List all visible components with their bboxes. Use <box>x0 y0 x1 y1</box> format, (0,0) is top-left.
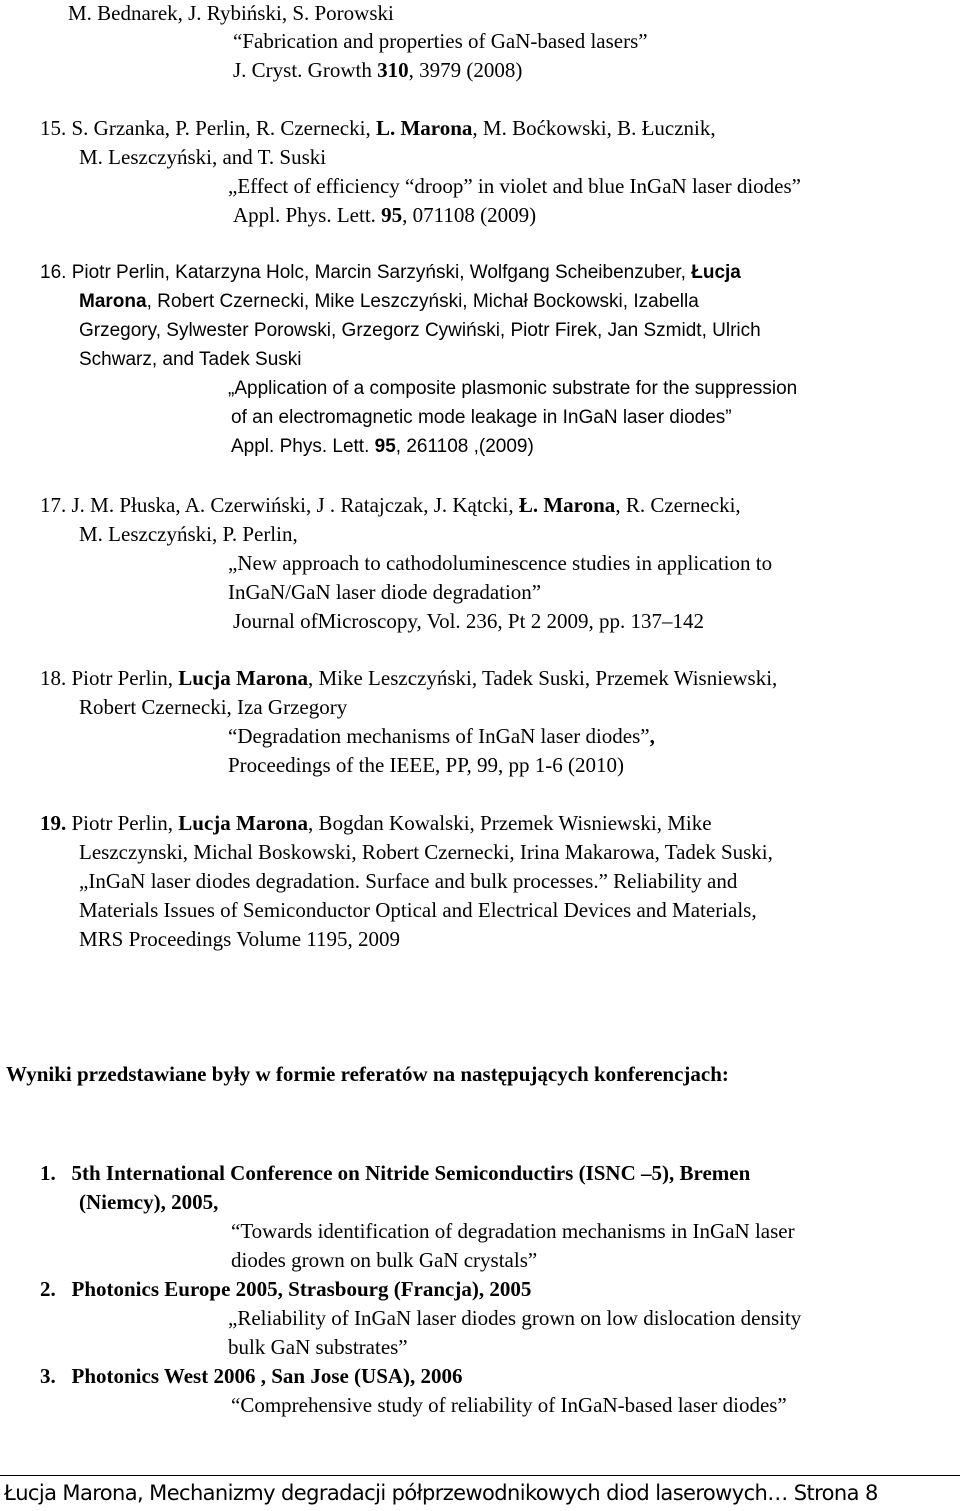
author-highlight: Lucja Marona <box>178 666 308 690</box>
entry15-journal: Appl. Phys. Lett. 95, 071108 (2009) <box>233 203 537 227</box>
page-footer: Łucja Marona, Mechanizmy degradacji półprzewodnikowych diod laserowych… Strona 8 <box>4 1481 878 1505</box>
author-highlight: Lucja Marona <box>178 811 308 835</box>
entry19-line2: Leszczynski, Michal Boskowski, Robert Czernecki, Irina Makarowa, Tadek Suski, <box>79 840 773 864</box>
conference-1-talk2: diodes grown on bulk GaN crystals” <box>231 1248 538 1272</box>
entry16-line4: Schwarz, and Tadek Suski <box>79 349 302 370</box>
entry19-line1: 19. Piotr Perlin, Lucja Marona, Bogdan Kowalski, Przemek Wisniewski, Mike <box>40 811 712 835</box>
entry16-title1: „Application of a composite plasmonic substrate for the suppression <box>228 378 798 399</box>
entry15-title: „Effect of efficiency “droop” in violet and blue InGaN laser diodes” <box>228 174 801 198</box>
entry18-line1: 18. Piotr Perlin, Lucja Marona, Mike Leszczyński, Tadek Suski, Przemek Wisniewski, <box>40 666 778 690</box>
conference-3-talk1: “Comprehensive study of reliability of InGaN-based laser diodes” <box>231 1393 787 1417</box>
entry19-line5: MRS Proceedings Volume 1195, 2009 <box>79 927 401 951</box>
entry16-line3: Grzegory, Sylwester Porowski, Grzegorz Cywiński, Piotr Firek, Jan Szmidt, Ulrich <box>79 320 761 341</box>
entry14-journal: J. Cryst. Growth 310, 3979 (2008) <box>233 58 523 82</box>
entry17-title2: InGaN/GaN laser diode degradation” <box>228 580 542 604</box>
author-highlight: Marona <box>79 291 147 312</box>
entry16-journal: Appl. Phys. Lett. 95, 261108 ,(2009) <box>231 436 534 457</box>
entry16-title2: of an electromagnetic mode leakage in InGaN laser diodes” <box>231 407 732 428</box>
entry14-authors: M. Bednarek, J. Rybiński, S. Porowski <box>68 1 394 25</box>
author-highlight: L. Marona <box>375 116 473 140</box>
author-highlight: Łucja <box>691 262 741 283</box>
entry17-line1: 17. J. M. Płuska, A. Czerwiński, J . Ratajczak, J. Kątcki, Ł. Marona, R. Czernecki, <box>40 493 741 517</box>
entry16-line2: Marona, Robert Czernecki, Mike Leszczyński, Michał Bockowski, Izabella <box>79 291 699 312</box>
conference-3-line1: 3. Photonics West 2006 , San Jose (USA), 2006 <box>40 1364 463 1388</box>
entry18-line2: Robert Czernecki, Iza Grzegory <box>79 695 348 719</box>
entry17-line2: M. Leszczyński, P. Perlin, <box>79 522 298 546</box>
entry18-title: “Degradation mechanisms of InGaN laser diodes”, <box>228 724 655 748</box>
conference-1-talk1: “Towards identification of degradation mechanisms in InGaN laser <box>231 1219 795 1243</box>
author-highlight: Ł. Marona <box>518 493 616 517</box>
entry17-title1: „New approach to cathodoluminescence studies in application to <box>228 551 773 575</box>
footer-divider <box>0 1475 960 1476</box>
entry19-line4: Materials Issues of Semiconductor Optical and Electrical Devices and Materials, <box>79 898 757 922</box>
entry18-journal: Proceedings of the IEEE, PP, 99, pp 1-6 (2010) <box>228 753 625 777</box>
entry19-line3: „InGaN laser diodes degradation. Surface and bulk processes.” Reliability and <box>79 869 738 893</box>
conference-2-talk1: „Reliability of InGaN laser diodes grown on low dislocation density <box>228 1306 802 1330</box>
entry14-title: “Fabrication and properties of GaN-based lasers” <box>233 29 648 53</box>
entry15-line1: 15. S. Grzanka, P. Perlin, R. Czernecki, L. Marona, M. Boćkowski, B. Łucznik, <box>40 116 716 140</box>
section-heading: Wyniki przedstawiane były w formie referatów na następujących konferencjach: <box>6 1062 729 1086</box>
conference-2-talk2: bulk GaN substrates” <box>228 1335 408 1359</box>
entry17-journal: Journal ofMicroscopy, Vol. 236, Pt 2 2009, pp. 137–142 <box>233 609 704 633</box>
conference-1-line1: 1. 5th International Conference on Nitride Semiconductirs (ISNC –5), Bremen <box>40 1161 751 1185</box>
entry15-line2: M. Leszczyński, and T. Suski <box>79 145 327 169</box>
conference-1-line2: (Niemcy), 2005, <box>79 1190 219 1214</box>
entry16-line1: 16. Piotr Perlin, Katarzyna Holc, Marcin Sarzyński, Wolfgang Scheibenzuber, Łucja <box>40 262 741 283</box>
conference-2-line1: 2. Photonics Europe 2005, Strasbourg (Francja), 2005 <box>40 1277 532 1301</box>
